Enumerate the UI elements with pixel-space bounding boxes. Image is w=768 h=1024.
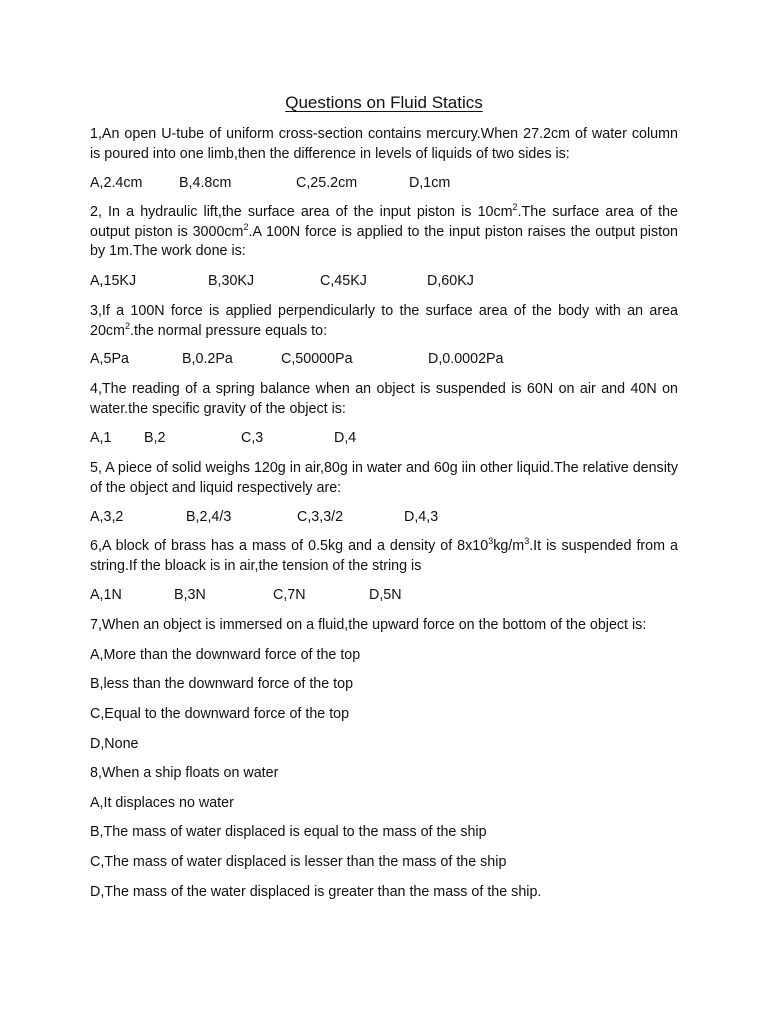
question-5-options xyxy=(90,507,678,527)
question-3-text-part: 3,If a 100N force is applied perpendicularly to the surface area of the body with an area 20cm xyxy=(90,303,678,339)
question-8-option-b: B,The mass of water displaced is equal to the mass of the ship xyxy=(90,824,487,840)
question-3-text-part: .the normal pressure equals to: xyxy=(129,322,328,339)
question-8-option-a: A,It displaces no water xyxy=(90,795,234,811)
question-3-text xyxy=(90,302,678,341)
question-1-option-b: B,4.8cm xyxy=(179,175,232,191)
question-2-text xyxy=(90,203,678,262)
question-3-option-b: B,0.2Pa xyxy=(182,351,233,367)
superscript: 2 xyxy=(512,202,518,213)
question-4-option-c: C,3 xyxy=(241,430,264,446)
question-5-option-c: C,3,3/2 xyxy=(297,509,344,525)
question-1-option-c: C,25.2cm xyxy=(296,175,358,191)
question-1-text: 1,An open U-tube of uniform cross-section contains mercury.When 27.2cm of water column is poured into one limb,then the difference in levels of liquids of two sides is: xyxy=(90,126,678,162)
question-3-options xyxy=(90,349,678,369)
question-1-options xyxy=(90,173,678,193)
question-3-option-a: A,5Pa xyxy=(90,351,129,367)
question-3-option-d: D,0.0002Pa xyxy=(428,351,504,367)
question-2-text-part: 2, In a hydraulic lift,the surface area of the input piston is 10cm xyxy=(90,204,513,220)
question-7-option-d: D,None xyxy=(90,736,139,752)
question-4-option-a: A,1 xyxy=(90,430,112,446)
question-2-text-part: .The surface area of the output piston is 3000cm xyxy=(90,204,678,240)
superscript: 3 xyxy=(524,536,530,547)
question-7-text: 7,When an object is immersed on a fluid,the upward force on the bottom of the object is: xyxy=(90,617,647,633)
question-6-option-b: B,3N xyxy=(174,587,206,603)
question-3-option-c: C,50000Pa xyxy=(281,351,353,367)
question-6-text-part: 6,A block of brass has a mass of 0.5kg and a density of 8x10 xyxy=(90,538,489,554)
question-6-text-part: .It is suspended from a string.If the bloack is in air,the tension of the string is xyxy=(90,538,678,574)
question-5-option-a: A,3,2 xyxy=(90,509,124,525)
page-title: Questions on Fluid Statics xyxy=(285,93,483,112)
superscript: 2 xyxy=(124,320,130,331)
question-4-option-b: B,2 xyxy=(144,430,166,446)
question-2-option-a: A,15KJ xyxy=(90,273,137,289)
question-8-text: 8,When a ship floats on water xyxy=(90,765,279,781)
question-6-text-part: kg/m xyxy=(493,538,525,554)
question-1-option-a: A,2.4cm xyxy=(90,175,143,191)
question-2-text-part: .A 100N force is applied to the input piston raises the output piston by 1m.The work done is: xyxy=(90,223,678,259)
question-7-option-a: A,More than the downward force of the top xyxy=(90,647,361,663)
question-8-option-c: C,The mass of water displaced is lesser than the mass of the ship xyxy=(90,854,507,870)
superscript: 3 xyxy=(488,536,494,547)
question-8-option-d: D,The mass of the water displaced is greater than the mass of the ship. xyxy=(90,884,542,900)
question-4-text: 4,The reading of a spring balance when an object is suspended is 60N on air and 40N on water.the specific gravity of the object is: xyxy=(90,381,678,417)
question-1-option-d: D,1cm xyxy=(409,175,451,191)
question-6-option-a: A,1N xyxy=(90,587,122,603)
question-6-option-d: D,5N xyxy=(369,587,402,603)
question-7-option-b: B,less than the downward force of the top xyxy=(90,676,354,692)
question-6-option-c: C,7N xyxy=(273,587,306,603)
question-2-options xyxy=(90,271,678,291)
question-6-text xyxy=(90,537,678,576)
question-4-option-d: D,4 xyxy=(334,430,357,446)
question-7-option-c: C,Equal to the downward force of the top xyxy=(90,706,350,722)
superscript: 2 xyxy=(243,221,249,232)
question-6-options xyxy=(90,585,678,605)
question-4-options xyxy=(90,428,678,448)
question-5-text: 5, A piece of solid weighs 120g in air,80g in water and 60g iin other liquid.The relative density of the object and liquid respectively are: xyxy=(90,460,678,496)
question-5-option-b: B,2,4/3 xyxy=(186,509,232,525)
question-5-option-d: D,4,3 xyxy=(404,509,439,525)
question-2-option-d: D,60KJ xyxy=(427,273,474,289)
question-2-option-c: C,45KJ xyxy=(320,273,367,289)
question-2-option-b: B,30KJ xyxy=(208,273,255,289)
